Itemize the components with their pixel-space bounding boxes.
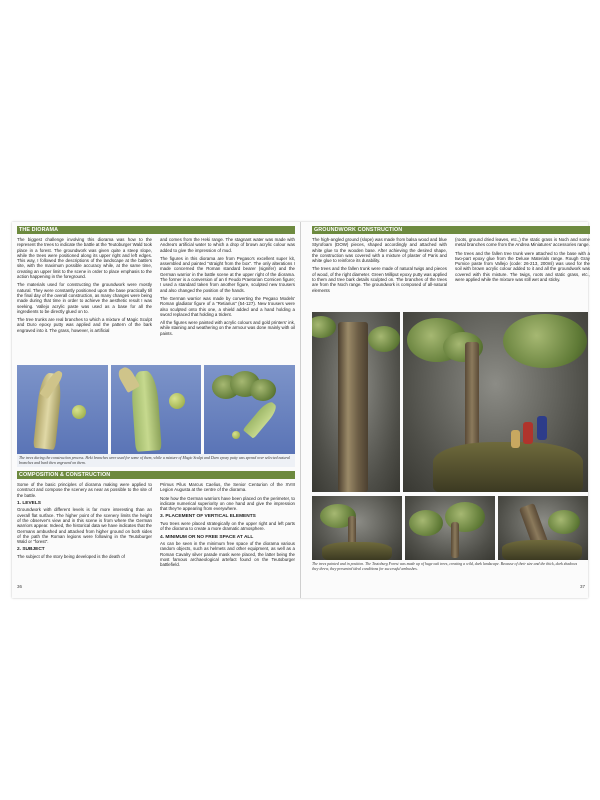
section-title-composition: COMPOSITION & CONSTRUCTION	[17, 471, 295, 479]
tree-detail-photo-2	[405, 496, 495, 560]
text-column-2	[455, 237, 590, 296]
paragraph: Note how the German warriors have been placed on the perimeter, to indicate numerical superiority on one hand and give the impression that they're appearing from everywhere.	[160, 495, 295, 512]
subheading-levels: 1. LEVELS	[17, 500, 41, 506]
text-column-2	[160, 482, 295, 571]
tree-trunk-photo	[312, 312, 400, 492]
paragraph: Groundwork with different levels is far more interesting than an overall flat surface. The higher point of the scenery limits the height of the observer's view and in this scene is from where the German warriors appear. Indeed, the historical data we have indicates that the Germans ambushed and attacked from higher ground on both sides of the path the Roman legions were following in the Teutoburger Wald or "forest".	[17, 507, 152, 545]
page-number: 36	[17, 584, 23, 589]
photo-caption: The trees during the construction process. Heki branches were used for some of them, while a mixture of Magic Sculpt and Duro epoxy putty was spread over selected natural branches and bark then engraved on them.	[17, 454, 295, 467]
page-gutter	[300, 222, 301, 598]
paragraph: The tree trunks are real branches to which a mixture of Magic Sculpt and Duro epoxy putty was applied and the pattern of the bark engraved into it. The grass, however, is artificial	[17, 317, 152, 333]
section-title-diorama: THE DIORAMA	[17, 226, 295, 234]
tree-detail-photo-1	[312, 496, 402, 560]
paragraph: (roots, ground dried leaves, etc.,) the static grass is Noch and some metal branches come from the Andrea Miniatures' accessories range.	[455, 237, 590, 248]
paragraph: Two trees were placed strategically on the upper right and left parts of the diorama to create a more dramatic atmosphere.	[160, 520, 295, 532]
left-page	[17, 226, 295, 594]
paragraph: The materials used for constructing the groundwork were mostly natural. They were constantly positioned upon the base practically till the final day of the overall construction, as many changes were being made during that time in order to achieve the aesthetic result I was seeking. Vallejo acrylic paste was used as a base for all the ingredients to be directly glued on to.	[17, 282, 152, 314]
text-column-1	[17, 237, 152, 339]
paragraph: The German warrior was made by converting the Pegaso Models' Roman gladiator figure of a "Retiarius" (54-127). New trousers were also sculpted onto this one, a shield added and a hand holding a sword replaced that holding a trident.	[160, 295, 295, 317]
tree-photo-1	[17, 365, 108, 454]
text-column-1	[312, 237, 447, 296]
diorama-text-columns	[17, 237, 295, 339]
tree-photo-3	[204, 365, 295, 454]
subheading-free-space: 4. MINIMUM OR NO FREE SPACE AT ALL	[160, 534, 254, 540]
photo-caption: The trees painted and in position. The Teutoburg Forest was made up of huge oak trees, creating a wild, dark landscape. Because of their size and the thick, dark shadows they threw, they presented ideal conditions for successful ambushes.	[312, 562, 578, 571]
composition-text-columns	[17, 482, 295, 571]
paragraph: The trees and the fallen tree trunk were attached to the base with a two-part epoxy glue from the Deluxe Materials range. Rough Gray Pumice paste from Vallejo (code: 26-213, 200ml) was used for the soil with brown acrylic colour added to it and all the groundwork was covered with this mixture. The twigs, roots and static grass, etc., were applied while the mixture was still wet and sticky.	[455, 250, 590, 283]
paragraph: All the figures were painted with acrylic colours and gold printers' ink, while staining and weathering on the armour was done mainly with oil paints.	[160, 320, 295, 336]
text-column-2	[160, 237, 295, 339]
paragraph: The high-angled ground (slope) was made from balsa wood and blue Styrofoam (DOW) pieces, shaped accordingly and attached with white glue to the wooden base. After achieving the desired shape, the construction was covered with a mixture of plaster of Paris and white glue to reinforce its durability.	[312, 237, 447, 264]
painted-trees-photos-top	[312, 312, 588, 492]
section-title-groundwork: GROUNDWORK CONSTRUCTION	[312, 226, 590, 234]
tree-photo-2	[111, 365, 202, 454]
paragraph: The trees and the fallen trunk were made of natural twigs and pieces of wood, of the right diameter. Green Milliput epoxy putty was applied to them and tree bark details sculpted on. The branches of the trees are from the Noch range. The groundwork is composed of all-natural elements	[312, 266, 447, 293]
subheading-subject: 2. SUBJECT	[17, 547, 45, 553]
diorama-scene-photo	[403, 312, 588, 492]
paragraph: As can be seen in the minimum free space of the diorama various random objects, such as helmets and other equipment, as well as a Roman Cavalry silver parade mask were placed, the latter being the most famous archaeological artefact found on the Teutoburger battlefield.	[160, 541, 295, 568]
tree-construction-photos	[17, 365, 295, 454]
paragraph: The figures in this diorama are from Pegaso's excellent super kit, assembled and painted "straight from the box". The only alterations I made concerned the Roman standard bearer (signifer) and the German warrior in the battle scene at the upper right of the diorama. The former is a conversion of an Il Feudo Praetorian Cornicen figure; I used a standard taken from another figure, sculpted new trousers and also changed the position of the hands.	[160, 255, 295, 293]
paragraph: The biggest challenge involving this diorama was how to the represent the trees to indicate the battle at the Teutoburger Wald took place in a forest. The groundwork was given quite a steep slope, while the trees were positioned along its upper right and left edges. This way, I followed the descriptions of the landscape at the battle's site, with the maximum possible accuracy while, at the same time, creating an upper limit to the scene in order to place emphasis to the action happening in the foreground.	[17, 237, 152, 280]
painted-trees-photos-bottom	[312, 496, 588, 560]
tree-detail-photo-3	[498, 496, 588, 560]
paragraph: and comes from the Heki range. The stagnant water was made with Andrea's artificial water to which a drop of brown acrylic colour was added to give the impression of mud.	[160, 237, 295, 253]
paragraph: Primus Pilus Marcus Caelius, the Senior Centurion of the XVIII Legion Augusta at the centre of the diorama.	[160, 482, 295, 493]
right-page	[312, 226, 590, 594]
paragraph: The subject of the story being developed is the death of	[17, 553, 125, 559]
text-column-1	[17, 482, 152, 571]
paragraph: Some of the basic principles of diorama making were applied to construct and compose the scenery as near as possible to the site of the battle.	[17, 482, 152, 498]
page-number: 37	[580, 584, 586, 589]
groundwork-text-columns	[312, 237, 590, 296]
subheading-vertical-elements: 3. PLACEMENT OF VERTICAL ELEMENTS	[160, 514, 256, 520]
